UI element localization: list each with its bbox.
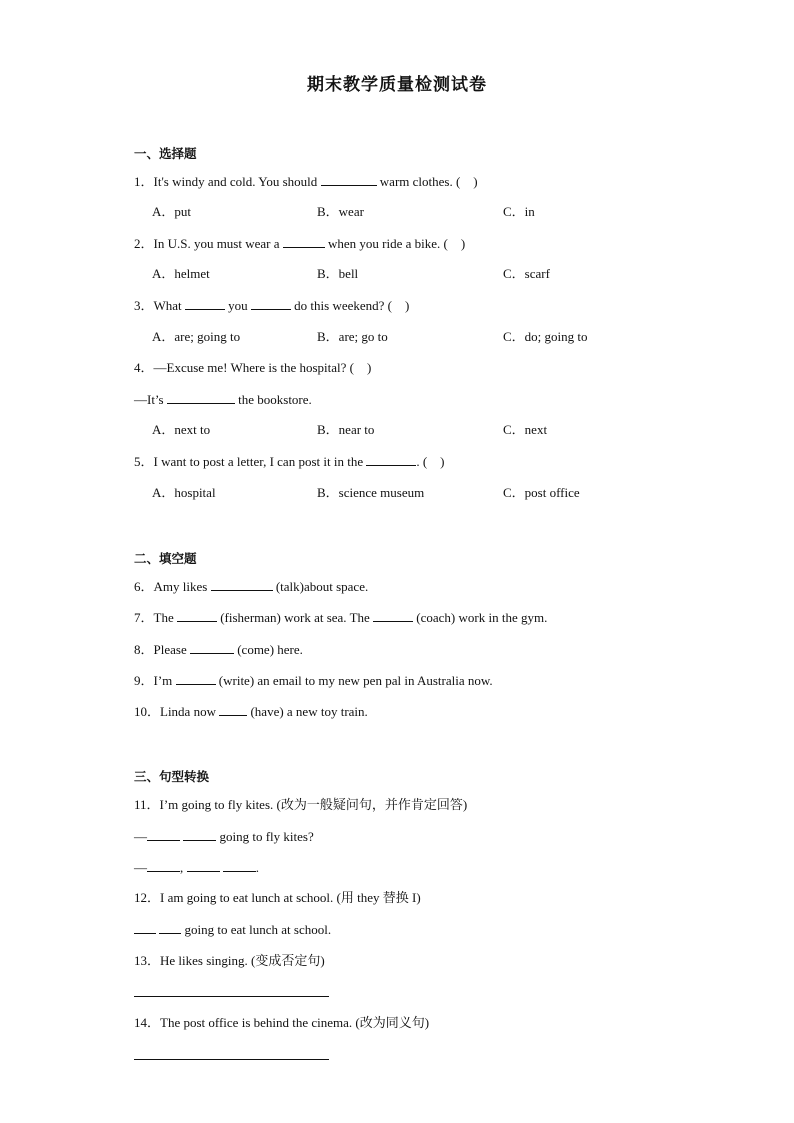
question-13-answer-line[interactable] — [134, 996, 329, 997]
question-8-text: 8．Please — [134, 642, 187, 657]
question-4-reply — [134, 391, 312, 408]
question-11-dash: — — [134, 829, 147, 844]
question-7-text: 7．The — [134, 610, 174, 625]
question-9 — [134, 672, 493, 689]
question-10-text-end: (have) a new toy train. — [250, 704, 368, 719]
question-2-text-end: when you ride a bike. ( ) — [328, 236, 466, 251]
question-7-blank-2[interactable] — [373, 609, 413, 622]
section-transform-heading: 三、句型转换 — [134, 769, 210, 784]
question-5-blank[interactable] — [366, 453, 416, 466]
question-11-blank-3[interactable] — [147, 859, 180, 872]
question-11-blank-1[interactable] — [147, 828, 180, 841]
question-7 — [134, 609, 547, 626]
question-12-blank-2[interactable] — [159, 921, 181, 934]
question-2 — [134, 235, 465, 252]
question-4-option-a[interactable]: A．next to — [152, 422, 211, 437]
question-4-reply-end: the bookstore. — [238, 392, 312, 407]
question-11-dash-2: — — [134, 860, 147, 875]
question-4-blank[interactable] — [167, 391, 235, 404]
question-3 — [134, 297, 409, 314]
question-1-option-b[interactable]: B．wear — [317, 204, 364, 219]
question-11-line-2-text: going to fly kites? — [219, 829, 314, 844]
question-11-blank-4[interactable] — [187, 859, 220, 872]
question-2-text: 2．In U.S. you must wear a — [134, 236, 280, 251]
question-10-text: 10．Linda now — [134, 704, 216, 719]
question-11-period: . — [255, 860, 259, 875]
question-2-option-c[interactable]: C．scarf — [503, 266, 550, 281]
question-11-line-3 — [134, 859, 259, 876]
question-14-answer-line[interactable] — [134, 1059, 329, 1060]
question-3-blank-1[interactable] — [185, 297, 225, 310]
question-12: 12．I am going to eat lunch at school. (用 they 替换 I) — [134, 890, 421, 905]
question-5-option-b[interactable]: B．science museum — [317, 485, 425, 500]
section-choice-heading: 一、选择题 — [134, 146, 197, 161]
question-8-blank[interactable] — [190, 641, 234, 654]
question-8-text-end: (come) here. — [237, 642, 303, 657]
question-11-comma: , — [180, 860, 184, 875]
question-4-reply-text: —It’s — [134, 392, 164, 407]
question-7-text-mid: (fisherman) work at sea. The — [220, 610, 370, 625]
question-9-text-end: (write) an email to my new pen pal in Australia now. — [218, 673, 493, 688]
question-1-option-a[interactable]: A．put — [152, 204, 192, 219]
question-1-text: 1．It's windy and cold. You should — [134, 174, 318, 189]
question-2-option-b[interactable]: B．bell — [317, 266, 359, 281]
question-4: 4．—Excuse me! Where is the hospital? ( ) — [134, 360, 372, 375]
question-11-blank-2[interactable] — [183, 828, 216, 841]
question-11-line-2 — [134, 828, 314, 845]
question-12-blank-1[interactable] — [134, 921, 156, 934]
question-3-blank-2[interactable] — [251, 297, 291, 310]
question-10-blank[interactable] — [219, 703, 247, 716]
question-1-text-end: warm clothes. ( ) — [379, 174, 478, 189]
question-3-option-c[interactable]: C．do; going to — [503, 329, 588, 344]
question-6-blank[interactable] — [211, 578, 273, 591]
question-2-blank[interactable] — [283, 235, 325, 248]
question-2-option-a[interactable]: A．helmet — [152, 266, 210, 281]
question-8 — [134, 641, 303, 658]
question-4-option-b[interactable]: B．near to — [317, 422, 375, 437]
question-7-text-end: (coach) work in the gym. — [416, 610, 548, 625]
question-5-option-c[interactable]: C．post office — [503, 485, 580, 500]
question-3-option-a[interactable]: A．are; going to — [152, 329, 241, 344]
section-fill-heading: 二、填空题 — [134, 551, 197, 566]
question-9-blank[interactable] — [176, 672, 216, 685]
question-10 — [134, 703, 368, 720]
question-7-blank-1[interactable] — [177, 609, 217, 622]
question-12-line-2-text: going to eat lunch at school. — [184, 922, 332, 937]
question-6-text-end: (talk)about space. — [275, 579, 369, 594]
question-1-option-c[interactable]: C．in — [503, 204, 535, 219]
question-5 — [134, 453, 445, 470]
question-6-text: 6．Amy likes — [134, 579, 208, 594]
question-5-text-end: . ( ) — [416, 454, 445, 469]
question-6 — [134, 578, 368, 595]
question-3-text-end: do this weekend? ( ) — [294, 298, 410, 313]
question-9-text: 9．I’m — [134, 673, 173, 688]
page-title: 期末教学质量检测试卷 — [307, 75, 487, 95]
question-3-text: 3．What — [134, 298, 182, 313]
question-14: 14．The post office is behind the cinema. (改为同义句) — [134, 1015, 430, 1030]
question-13: 13．He likes singing. (变成否定句) — [134, 953, 325, 968]
question-4-option-c[interactable]: C．next — [503, 422, 548, 437]
question-1 — [134, 173, 478, 190]
question-1-blank[interactable] — [321, 173, 377, 186]
question-5-text: 5．I want to post a letter, I can post it in the — [134, 454, 364, 469]
question-11: 11．I’m going to fly kites. (改为一般疑问句，并作肯定回答) — [134, 797, 468, 812]
question-12-line-2 — [134, 921, 331, 938]
question-5-option-a[interactable]: A．hospital — [152, 485, 216, 500]
question-11-blank-5[interactable] — [223, 859, 256, 872]
question-3-option-b[interactable]: B．are; go to — [317, 329, 388, 344]
question-3-text-mid: you — [228, 298, 248, 313]
